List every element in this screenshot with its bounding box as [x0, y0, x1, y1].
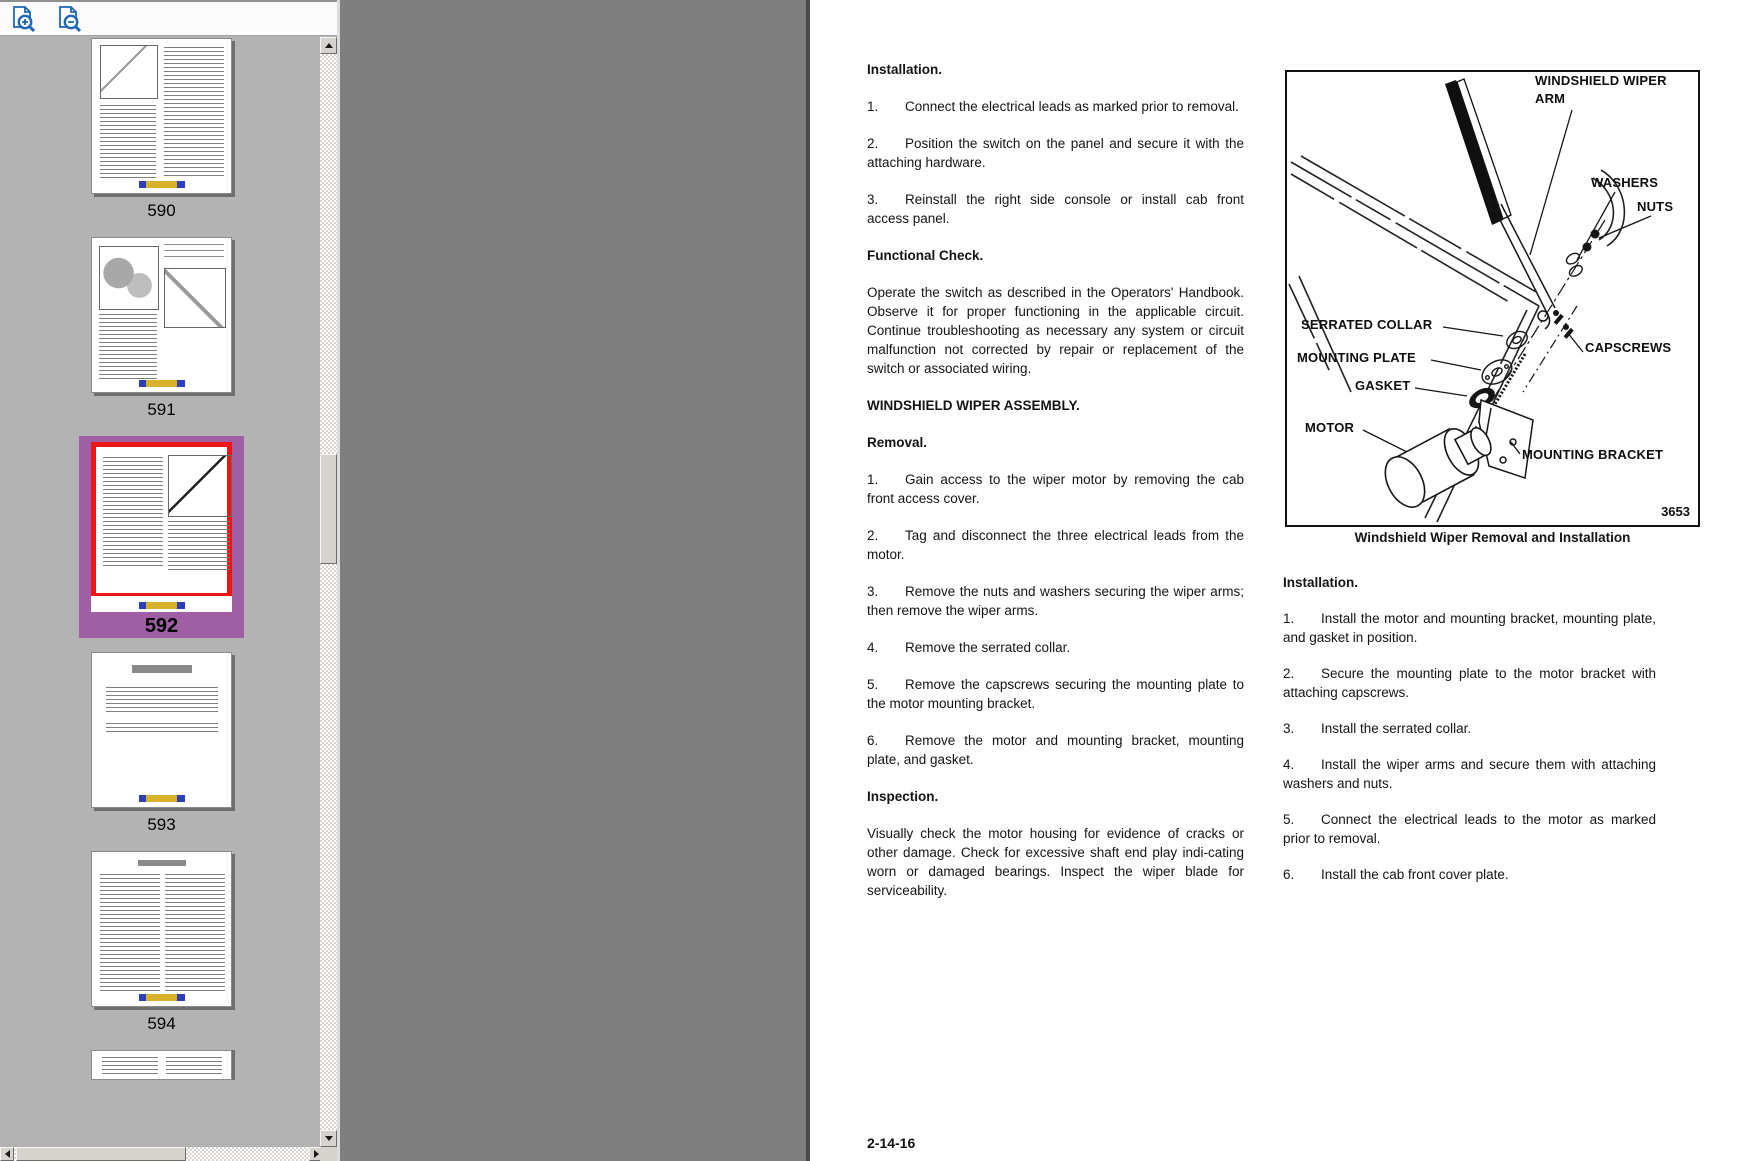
arrow-left-icon — [1, 1150, 10, 1158]
text-block — [867, 134, 1244, 172]
thumbnail-page-preview[interactable] — [91, 1050, 232, 1080]
text-block — [1283, 664, 1656, 702]
thumbnail-content-block — [102, 1057, 158, 1077]
zoom-in-page-button[interactable] — [8, 4, 38, 34]
text-block — [867, 396, 1244, 415]
text-block-content: Secure the mounting plate to the motor bracket with attaching capscrews. — [1283, 666, 1656, 700]
vertical-scroll-thumb[interactable] — [320, 454, 337, 564]
zoom-out-page-button[interactable] — [54, 4, 84, 34]
text-block-content: WINDSHIELD WIPER ASSEMBLY. — [867, 398, 1080, 413]
list-item-number: 6. — [867, 733, 879, 748]
text-block-content: Connect the electrical leads as marked prior to removal. — [905, 99, 1239, 114]
thumbnail-content-block — [103, 457, 163, 569]
text-block-content: Gain access to the wiper motor by removing the cab front access cover. — [867, 472, 1244, 506]
text-block-content: Remove the capscrews securing the mounting plate to the motor mounting bracket. — [867, 677, 1244, 711]
thumbnail-page-preview[interactable] — [91, 652, 232, 808]
text-block-content: Install the motor and mounting bracket, mounting plate, and gasket in position. — [1283, 611, 1656, 645]
text-block — [867, 433, 1244, 452]
text-block — [867, 787, 1244, 806]
list-item-number: 2. — [1283, 666, 1295, 681]
thumbnail-content-block — [99, 314, 157, 380]
thumbnail-page-number: 592 — [144, 615, 179, 637]
scrollbar-corner — [320, 1147, 337, 1161]
label-windshield-wiper-arm: WINDSHIELD WIPER — [1535, 73, 1667, 88]
label-nuts: NUTS — [1637, 199, 1674, 214]
arrow-up-icon — [325, 39, 333, 48]
reference-only-stamp — [139, 994, 185, 1001]
text-block — [867, 675, 1244, 713]
text-block-content: Remove the motor and mounting bracket, mounting plate, and gasket. — [867, 733, 1244, 767]
text-block-content: Install the serrated collar. — [1321, 721, 1472, 736]
wiper-diagram-figure — [1285, 70, 1700, 527]
text-block-content: Position the switch on the panel and secure it with the attaching hardware. — [867, 136, 1244, 170]
sidebar-toolbar — [0, 2, 337, 36]
text-block — [867, 283, 1244, 378]
thumbnail-page-preview[interactable] — [91, 442, 232, 598]
label-motor: MOTOR — [1305, 420, 1355, 435]
text-block — [1283, 865, 1656, 884]
list-item-number: 5. — [867, 677, 879, 692]
list-item-number: 4. — [867, 640, 879, 655]
horizontal-scrollbar[interactable] — [0, 1147, 323, 1161]
label-mounting-plate: MOUNTING PLATE — [1297, 350, 1416, 365]
thumbnail-content-block — [164, 47, 224, 179]
horizontal-scroll-track[interactable] — [14, 1147, 309, 1161]
text-block-content: Installation. — [867, 62, 943, 77]
text-block — [867, 731, 1244, 769]
reference-only-stamp — [139, 602, 185, 609]
label-serrated-collar: SERRATED COLLAR — [1301, 317, 1433, 332]
label-mounting-bracket: MOUNTING BRACKET — [1522, 447, 1664, 462]
list-item-number: 4. — [1283, 757, 1295, 772]
text-block-content: Reinstall the right side console or install cab front access panel. — [867, 192, 1244, 226]
label-windshield-wiper-arm-2: ARM — [1535, 91, 1566, 106]
document-page — [806, 0, 1748, 1161]
list-item-number: 1. — [867, 99, 879, 114]
list-item-number: 3. — [867, 192, 879, 207]
text-block-content: Remove the nuts and washers securing the wiper arms; then remove the wiper arms. — [867, 584, 1244, 618]
arrow-down-icon — [325, 1136, 333, 1145]
page-thumbnail[interactable] — [79, 436, 244, 638]
text-block — [867, 582, 1244, 620]
zoom-in-page-icon — [8, 4, 38, 34]
zoom-out-page-icon — [54, 4, 84, 34]
thumbnail-content-block — [168, 521, 230, 571]
thumbnail-page-number: 591 — [147, 400, 176, 419]
text-block — [1283, 755, 1656, 793]
thumbnail-page-number: 590 — [147, 201, 176, 220]
text-block-content: Operate the switch as described in the Operators' Handbook. Observe it for proper functioning in the applicable circuit. Continue troubleshooting as necessary any system or circuit malfunction not corrected by repair or replacement of the switch or associated wiring. — [867, 285, 1244, 376]
thumbnail-content-block — [164, 268, 226, 328]
figure-caption: Windshield Wiper Removal and Installation — [1354, 530, 1631, 545]
text-block — [867, 60, 1244, 79]
text-block — [867, 190, 1244, 228]
reference-only-stamp — [139, 380, 185, 387]
label-washers: WASHERS — [1591, 175, 1659, 190]
page-thumbnail[interactable] — [91, 237, 232, 420]
text-block — [867, 824, 1244, 900]
page-number: 2-14-16 — [867, 1135, 916, 1151]
scroll-down-button[interactable] — [320, 1130, 337, 1147]
text-block — [867, 246, 1244, 265]
text-block-content: Install the wiper arms and secure them with attaching washers and nuts. — [1283, 757, 1656, 791]
thumbnail-page-preview[interactable] — [91, 38, 232, 194]
list-item-number: 2. — [867, 136, 879, 151]
text-block-content: Remove the serrated collar. — [905, 640, 1071, 655]
text-block — [1283, 609, 1656, 647]
list-item-number: 3. — [867, 584, 879, 599]
text-block — [867, 526, 1244, 564]
figure-number: 3653 — [1661, 504, 1690, 519]
thumbnail-page-number: 593 — [147, 815, 176, 834]
list-item-number: 6. — [1283, 867, 1295, 882]
thumbnail-content-block — [100, 105, 156, 181]
thumbnail-content-block — [100, 45, 158, 99]
page-thumbnail[interactable] — [91, 1050, 232, 1080]
page-thumbnail[interactable] — [91, 38, 232, 221]
thumbnail-page-number: 594 — [147, 1014, 176, 1033]
text-block-content: Functional Check. — [867, 248, 984, 263]
text-block-content: Visually check the motor housing for evidence of cracks or other damage. Check for excessive shaft end play indi-cating worn or damaged bearings. Inspect the wiper blade for serviceability. — [867, 826, 1244, 898]
thumbnail-content-block — [166, 1057, 222, 1077]
text-block — [1283, 810, 1656, 848]
vertical-scrollbar[interactable] — [320, 37, 337, 1147]
thumbnail-page-preview[interactable] — [91, 237, 232, 393]
thumbnail-content-block — [132, 665, 192, 673]
thumbnail-list — [0, 37, 323, 1147]
reference-only-stamp — [139, 181, 185, 188]
thumbnail-content-block — [106, 687, 218, 713]
reference-only-stamp — [139, 795, 185, 802]
thumbnail-content-block — [99, 246, 159, 310]
right-text-column — [1283, 573, 1656, 901]
page-thumbnail[interactable] — [91, 851, 232, 1034]
text-block-content: Installation. — [1283, 575, 1359, 590]
text-block-content: Tag and disconnect the three electrical leads from the motor. — [867, 528, 1244, 562]
text-block-content: Removal. — [867, 435, 928, 450]
text-block — [1283, 719, 1656, 738]
thumbnail-panel — [0, 0, 340, 1161]
thumbnail-content-block — [168, 455, 232, 517]
text-block — [1283, 573, 1656, 592]
thumbnail-content-block — [100, 874, 160, 994]
page-thumbnail[interactable] — [91, 652, 232, 835]
text-block — [867, 638, 1244, 657]
thumbnail-content-block — [165, 874, 225, 994]
thumbnail-content-block — [164, 244, 224, 262]
thumbnail-content-block — [138, 860, 186, 866]
list-item-number: 5. — [1283, 812, 1295, 827]
thumbnail-page-preview[interactable] — [91, 851, 232, 1007]
list-item-number: 3. — [1283, 721, 1295, 736]
text-block — [867, 470, 1244, 508]
list-item-number: 1. — [1283, 611, 1295, 626]
text-block — [867, 97, 1244, 116]
thumbnail-content-block — [106, 723, 218, 733]
scroll-up-button[interactable] — [320, 37, 337, 54]
list-item-number: 1. — [867, 472, 879, 487]
scroll-left-button[interactable] — [0, 1147, 14, 1161]
label-capscrews: CAPSCREWS — [1585, 340, 1672, 355]
text-block-content: Inspection. — [867, 789, 939, 804]
vertical-scroll-track[interactable] — [320, 54, 337, 1130]
label-gasket: GASKET — [1355, 378, 1411, 393]
text-block-content: Install the cab front cover plate. — [1321, 867, 1509, 882]
horizontal-scroll-thumb[interactable] — [16, 1147, 186, 1161]
list-item-number: 2. — [867, 528, 879, 543]
left-text-column — [867, 60, 1244, 918]
text-block-content: Connect the electrical leads to the motor as marked prior to removal. — [1283, 812, 1656, 846]
